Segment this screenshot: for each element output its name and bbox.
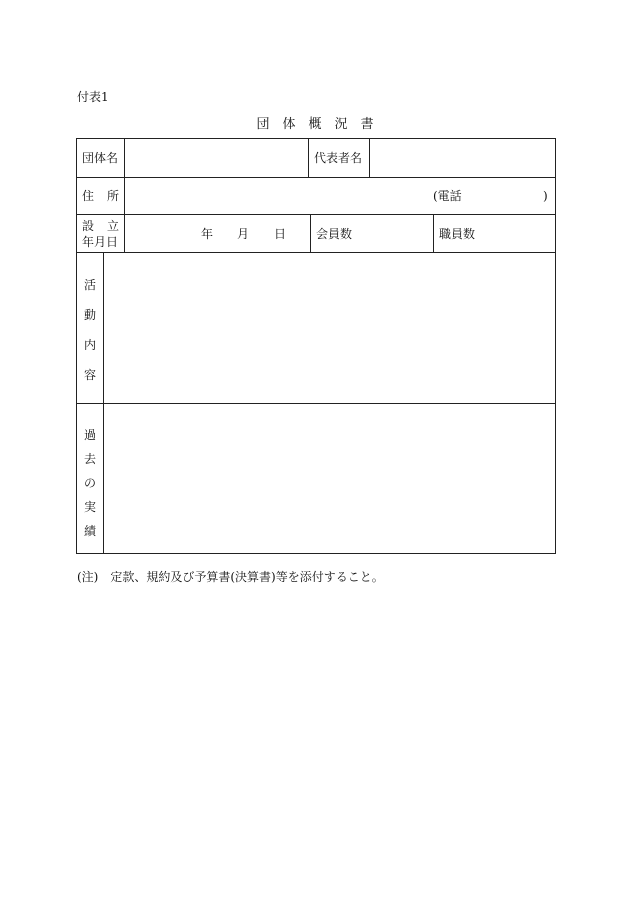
title-char: 団 xyxy=(256,117,270,132)
representative-label: 代表者名 xyxy=(314,151,363,165)
title-char: 況 xyxy=(334,117,348,132)
title-char: 書 xyxy=(360,117,374,132)
org-name-label: 団体名 xyxy=(82,151,119,165)
organization-overview-form xyxy=(76,138,556,554)
members-label: 会員数 xyxy=(316,227,353,241)
month-label: 月 xyxy=(237,227,250,241)
phone-close: ) xyxy=(543,189,548,203)
phone-field[interactable] xyxy=(472,189,538,205)
year-label: 年 xyxy=(201,227,214,241)
note-prefix: (注) xyxy=(77,570,99,584)
row-divider xyxy=(77,177,555,178)
phone-open: (電話 xyxy=(433,189,462,203)
appendix-label: 付表1 xyxy=(77,90,109,104)
activity-content-label: 活 動 内 容 xyxy=(83,278,96,382)
past-achievements-label: 過 去 の 実 績 xyxy=(83,428,96,538)
column-divider xyxy=(310,214,311,252)
established-label-line2: 年月日 xyxy=(82,235,119,249)
representative-field[interactable] xyxy=(375,151,549,167)
attachment-note xyxy=(77,570,384,584)
title-char: 概 xyxy=(308,117,322,132)
org-name-field[interactable] xyxy=(130,151,302,167)
column-divider xyxy=(308,139,309,177)
address-field[interactable] xyxy=(130,189,420,205)
established-label-line1: 設 立 xyxy=(82,219,120,233)
form-title xyxy=(0,117,630,133)
note-text: 定款、規約及び予算書(決算書)等を添付すること。 xyxy=(110,570,384,584)
column-divider xyxy=(369,139,370,177)
activity-content-field[interactable] xyxy=(104,253,555,403)
day-label: 日 xyxy=(274,227,287,241)
staff-label: 職員数 xyxy=(439,227,476,241)
past-achievements-field[interactable] xyxy=(104,404,555,553)
title-char: 体 xyxy=(282,117,296,132)
address-label: 住 所 xyxy=(82,189,120,203)
column-divider xyxy=(433,214,434,252)
row-divider xyxy=(77,214,555,215)
column-divider xyxy=(124,139,125,252)
